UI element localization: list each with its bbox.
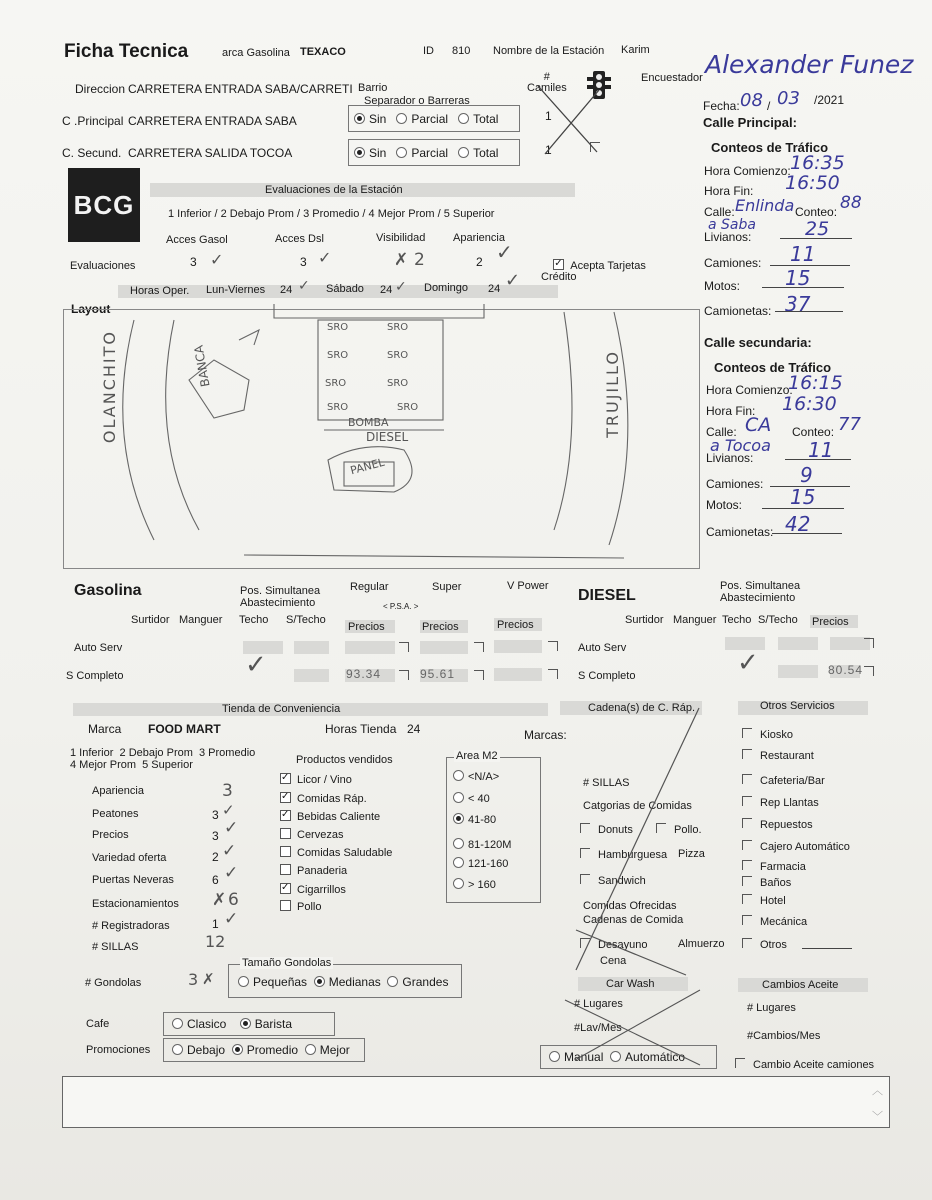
area-option[interactable]: > 160 [453, 878, 496, 891]
sab-value: 24 [380, 284, 393, 296]
pr-camiones-value[interactable]: 11 [790, 242, 816, 266]
servicio-item[interactable]: Otros [742, 938, 787, 951]
productos-label: Productos vendidos [296, 754, 393, 766]
comidas-ofrecidas: Comidas Ofrecidas [583, 900, 677, 912]
sketch-pump-1: SRO [327, 322, 349, 333]
sketch-diesel: DIESEL [366, 430, 409, 444]
sketch-pump-5: SRO [325, 378, 347, 389]
eval-visibilidad-value: 2 [414, 250, 425, 270]
rating-puertas-value: 6 [212, 873, 219, 887]
servicio-item[interactable]: Rep Llantas [742, 796, 819, 809]
sc-fin-value[interactable]: 16:30 [782, 393, 837, 415]
meal-almuerzo: Almuerzo [678, 938, 725, 950]
tienda-title: Tienda de Conveniencia [222, 703, 341, 715]
pr-livianos-value[interactable]: 25 [805, 218, 830, 240]
producto-item[interactable]: Pollo [280, 900, 321, 913]
eval-col-dsl: Acces Dsl [275, 233, 324, 245]
rating-estacionamientos-value: 6 [228, 890, 239, 910]
sc-motos-label: Motos: [706, 498, 743, 512]
rating-puertas-label: Puertas Neveras [92, 874, 174, 886]
rating-apariencia-value: 3 [222, 781, 233, 801]
sc-calle-value[interactable]: CA [745, 414, 772, 436]
lv-value: 24 [280, 284, 293, 296]
sketch-olanchito: OLANCHITO [100, 330, 119, 444]
meal-desayuno[interactable]: Desayuno [580, 938, 648, 951]
rating-estacionamientos-label: Estacionamientos [92, 898, 179, 910]
dom-label: Domingo [424, 282, 469, 294]
rating-variedad-value: 2 [212, 850, 219, 864]
surtidor-label: Surtidor [131, 614, 170, 626]
notes-textarea[interactable] [62, 1076, 890, 1128]
carwash-title: Car Wash [606, 978, 655, 990]
servicio-item[interactable]: Repuestos [742, 818, 813, 831]
pos-sim-diesel: Pos. Simultanea Abastecimiento [720, 580, 801, 604]
sketch-pump-4: SRO [387, 350, 409, 361]
rating-variedad-label: Variedad oferta [92, 852, 167, 864]
lv-label: Lun-Viernes [206, 284, 266, 296]
pr-livianos-label: Livianos: [704, 230, 752, 244]
tienda-marca-value: FOOD MART [148, 722, 221, 736]
pr-livianos-sub: a Saba [708, 217, 756, 233]
fecha-label: Fecha: [703, 99, 740, 113]
super-price: 95.61 [420, 667, 456, 681]
cafe-label: Cafe [86, 1018, 110, 1030]
vpower-full-check[interactable] [548, 669, 558, 679]
sc-comienzo-label: Hora Comienzo: [706, 383, 793, 397]
cadenas-comida: Cadenas de Comida [583, 914, 684, 926]
diesel-surtidor: Surtidor [625, 614, 664, 626]
notes-scroll-down[interactable]: ﹀ [872, 1111, 883, 1123]
diesel-manguer: Manguer [673, 614, 717, 626]
camiles-principal: 1 [545, 109, 552, 123]
sc-camiones-label: Camiones: [706, 477, 764, 491]
area-option[interactable]: < 40 [453, 792, 490, 805]
horas-tienda-label: Horas Tienda [325, 722, 397, 736]
pr-conteo-label: Conteo: [795, 205, 838, 219]
sc-camionetas-label: Camionetas: [706, 525, 774, 539]
c-principal-label: C .Principal [62, 114, 124, 128]
fastfood-crossout-mark [566, 700, 706, 980]
eval-col-apariencia: Apariencia [453, 232, 505, 244]
servicio-item[interactable]: Baños [742, 876, 791, 889]
vpower-auto-check[interactable] [548, 641, 558, 651]
regular-auto-check[interactable] [399, 642, 409, 652]
carwash-lugares: # Lugares [574, 998, 623, 1010]
evaluaciones-row-label: Evaluaciones [70, 260, 136, 272]
marca-label: arca Gasolina [222, 47, 290, 59]
horas-oper-label: Horas Oper. [130, 285, 190, 297]
cambios-title: Cambios Aceite [762, 979, 839, 991]
sc-livianos-value[interactable]: 11 [808, 438, 834, 462]
producto-item[interactable]: ✓Comidas Ráp. [280, 792, 367, 805]
precios-vpower: Precios [497, 619, 534, 631]
survey-sheet: Ficha Tecnica arca Gasolina TEXACO ID 810 Nombre de la Estación Karim # Camiles Encuestador Alexander Funez Direccion CARRETERA ENTRADA SABA/CARRETI Barrio Separador o Barreras C .Principal CARRETERA ENTRADA SABA Sin Parcial Total 1 C. Secund. CARRETERA SALIDA TOCOA Sin Parcial Total 1 Fecha: 08 / 03 /2021 Calle Principal: Conteos de Tráfico Hora Comienzo: 16:35 Hora Fin: 16:50 Calle: Enlinda Conteo: 88 a Saba Livianos: 25 Camiones: 11 Motos: 15 Camionetas: 37 Calle secundaria: Conteos de Tráfico Hora Comienzo: 16:15 Hora Fin: 16:30 Calle: CA Conteo: 77 a Tocoa Livianos: 11 Camiones: 9 Motos: 15 Camionetas: 42 BCG Evaluaciones de la Estación 1 Inferior / 2 Debajo Prom / 3 Promedio / 4 Mejor Prom / 5 Superior Acces Gasol Acces Dsl Visibilidad Apariencia Evaluaciones 3 ✓ 3 ✓ ✗ 2 2 ✓ ✓Acepta Tarjetas Crédito Horas Oper. Lun-Viernes 24 ✓ Sábado 24 ✓ Domingo 24 ✓ Layout OLANCHITO TRUJILLO BANCA SRO SRO SRO SRO SRO SRO SRO SRO BOMBA DIESEL PANEL Gasolina Pos. Simultanea Abastecimiento Regular Super V Power < P.S.A. > Surtidor Manguer Techo S/Techo Precios Precios Precios Auto Serv S Completo ✓ 93.34 95.61 DIESEL Pos. Simultanea Abastecimiento Surtidor Manguer Techo S/Techo Precios Auto Serv S Completo ✓ 80.54 Tienda de Conveniencia Marca FOOD MART Horas Tienda 24 Marcas: 1 Inferior 2 Debajo Prom 3 Promedio 4 Mejor Prom 5 Superior Apariencia 3 Peatones 3 ✓ Precios 3 ✓ Variedad oferta 2 ✓ Puertas Neveras 6 ✓ Estacionamientos ✗ 6 # Registradoras 1 ✓ # SILLAS 12 Productos vendidos Area M2 # Gondolas 3 ✗ Tamaño Gondolas Pequeñas Medianas Grandes Cafe Clasico Barista Promociones Debajo Promedio Mejor Cadena(s) de C. Ráp. # SILLAS Catgorias de Comidas Donuts Pollo. Hamburguesa Pizza Sandwich Comidas Ofrecidas Cadenas de Comida Desayuno Almuerzo Cena Car Wash # Lugares #Lav/Mes Manual Automático Otros Servicios Cambios Aceite # Lugares #Cambios/Mes Cambio Aceite camiones ︿ ﹀ ✓Licor / Vino ✓Comidas Ráp. ✓Bebidas Caliente Cervezas Comidas Saludable Panaderia ✓Cigarrillos Pollo <N/A> < 40 41-80 81-120M 121-160 > 160 Kiosko Restaurant Cafeteria/Bar Rep Llantas Repuestos Cajero Automático Farmacia Baños Hotel Mecánica Otros [0, 0, 932, 1200]
rating-sillas-label: # SILLAS [92, 941, 139, 953]
precios-regular: Precios [348, 621, 385, 633]
marca-value: TEXACO [300, 46, 346, 58]
rating-precios-value: 3 [212, 829, 219, 843]
camiles-secund: 1 [545, 143, 552, 157]
cafe-options[interactable]: Clasico Barista [172, 1017, 292, 1031]
servicio-item[interactable]: Cajero Automático [742, 840, 850, 853]
diesel-techo: Techo [722, 614, 752, 626]
cambios-lugares: # Lugares [747, 1002, 796, 1014]
vpower-label: V Power [507, 580, 549, 592]
sc-calle-label: Calle: [706, 425, 737, 439]
diesel-auto-serv: Auto Serv [578, 642, 627, 654]
super-label: Super [432, 581, 462, 593]
psa-label: < P.S.A. > [383, 602, 419, 611]
conteos-secundaria-title: Conteos de Tráfico [714, 360, 832, 375]
tienda-scale: 1 Inferior 2 Debajo Prom 3 Promedio 4 Mejor Prom 5 Superior [70, 747, 256, 771]
gasolina-title: Gasolina [74, 582, 142, 599]
producto-item[interactable]: ✓Licor / Vino [280, 773, 352, 786]
sc-conteo-label: Conteo: [792, 425, 835, 439]
acepta-tarjetas[interactable]: ✓Acepta Tarjetas Crédito [541, 248, 646, 294]
fecha-year: /2021 [814, 93, 845, 107]
encuestador-label: Encuestador [641, 72, 703, 84]
layout-title: Layout [71, 302, 111, 316]
rating-apariencia-label: Apariencia [92, 785, 144, 797]
diesel-stecho: S/Techo [758, 614, 798, 626]
eval-dsl-value: 3 [300, 255, 307, 269]
manguer-label: Manguer [179, 614, 223, 626]
sketch-pump-7: SRO [327, 402, 349, 413]
regular-price: 93.34 [346, 667, 382, 681]
producto-item[interactable]: Panaderia [280, 864, 347, 877]
separador-secund-options[interactable]: Sin Parcial Total [354, 146, 498, 160]
eval-gasol-value: 3 [190, 255, 197, 269]
horas-tienda-value: 24 [407, 722, 421, 736]
sab-label: Sábado [326, 283, 364, 295]
tamano-label: Tamaño Gondolas [242, 957, 332, 969]
sketch-pump-2: SRO [387, 322, 409, 333]
diesel-price: 80.54 [828, 663, 864, 677]
sketch-pump-3: SRO [327, 350, 349, 361]
gondolas-label: # Gondolas [85, 977, 142, 989]
direccion-label: Direccion [75, 82, 126, 96]
station-name-label: Nombre de la Estación [493, 45, 605, 57]
rating-precios-label: Precios [92, 829, 129, 841]
producto-item[interactable]: ✓Bebidas Caliente [280, 810, 380, 823]
area-option[interactable]: <N/A> [453, 770, 499, 783]
pos-sim-gasolina: Pos. Simultanea Abastecimiento [240, 585, 321, 609]
direccion-value: CARRETERA ENTRADA SABA/CARRETI [128, 82, 353, 96]
evaluaciones-scale: 1 Inferior / 2 Debajo Prom / 3 Promedio / 4 Mejor Prom / 5 Superior [168, 208, 495, 220]
diesel-auto-check[interactable] [864, 638, 874, 648]
pr-fin-value[interactable]: 16:50 [785, 172, 840, 194]
carwash-crossout-mark [560, 980, 710, 1070]
pr-motos-label: Motos: [704, 279, 741, 293]
eval-col-visibilidad: Visibilidad [376, 232, 426, 244]
sc-livianos-sub: a Tocoa [710, 436, 771, 455]
c-principal-value: CARRETERA ENTRADA SABA [128, 114, 297, 128]
area-option[interactable]: 121-160 [453, 857, 508, 870]
calle-principal-title: Calle Principal: [703, 115, 797, 130]
diesel-full-check[interactable] [864, 666, 874, 676]
bcg-logo: BCG [68, 168, 140, 242]
rating-registradoras-value: 1 [212, 917, 219, 931]
dom-value: 24 [488, 283, 501, 295]
fastfood-categorias: Catgorias de Comidas [583, 800, 692, 812]
pr-camionetas-label: Camionetas: [704, 304, 772, 318]
diesel-s-completo: S Completo [578, 670, 636, 682]
tamano-options[interactable]: Pequeñas Medianas Grandes [238, 975, 448, 989]
producto-item[interactable]: Comidas Saludable [280, 846, 392, 859]
producto-item[interactable]: Cervezas [280, 828, 343, 841]
pr-comienzo-value[interactable]: 16:35 [790, 152, 845, 174]
sketch-pump-8: SRO [397, 402, 419, 413]
sc-fin-label: Hora Fin: [706, 404, 756, 418]
servicio-item[interactable]: Kiosko [742, 728, 793, 741]
area-label: Area M2 [456, 750, 498, 762]
sc-conteo-value[interactable]: 77 [838, 414, 861, 435]
cambios-mes: #Cambios/Mes [747, 1030, 821, 1042]
barrio-label: Barrio [358, 82, 388, 94]
servicio-item[interactable]: Mecánica [742, 915, 807, 928]
cat-pollo[interactable]: Pollo. [656, 823, 702, 836]
camiles-label: # Camiles [527, 71, 567, 94]
sketch-banca: BANCA [191, 344, 213, 388]
area-option[interactable]: 81-120M [453, 838, 511, 851]
id-label: ID [423, 45, 434, 57]
eval-apariencia-value: 2 [476, 255, 483, 269]
producto-item[interactable]: ✓Cigarrillos [280, 883, 346, 896]
sc-camionetas-value[interactable]: 42 [785, 512, 811, 536]
cat-sandwich[interactable]: Sandwich [580, 874, 646, 887]
pr-calle-value[interactable]: Enlinda [735, 196, 795, 215]
sc-livianos-label: Livianos: [706, 451, 754, 465]
camiles-crossout-mark [535, 82, 605, 157]
super-auto-check[interactable] [474, 642, 484, 652]
s-completo-label: S Completo [66, 670, 124, 682]
cat-donuts[interactable]: Donuts [580, 823, 633, 836]
sketch-panel: PANEL [348, 455, 386, 478]
precios-super: Precios [422, 621, 459, 633]
cat-pizza: Pizza [678, 848, 705, 860]
gondolas-value: 3 [188, 970, 199, 989]
calle-secundaria-title: Calle secundaria: [704, 335, 812, 350]
carwash-mode[interactable]: Manual Automático [549, 1050, 685, 1064]
pr-comienzo-label: Hora Comienzo: [704, 164, 791, 178]
fecha-day[interactable]: 08 [740, 90, 763, 111]
servicio-item[interactable]: Cafeteria/Bar [742, 774, 825, 787]
techo-label: Techo [239, 614, 269, 626]
carwash-lavmes: #Lav/Mes [574, 1022, 622, 1034]
id-value: 810 [452, 45, 471, 57]
pr-conteo-value[interactable]: 88 [840, 193, 862, 213]
separador-label: Separador o Barreras [364, 95, 470, 107]
stecho-label: S/Techo [286, 614, 326, 626]
pr-camiones-label: Camiones: [704, 256, 762, 270]
rating-peatones-value: 3 [212, 808, 219, 822]
separador-principal-options[interactable]: Sin Parcial Total [354, 112, 498, 126]
sc-comienzo-value[interactable]: 16:15 [788, 372, 843, 394]
area-option[interactable]: 41-80 [453, 813, 496, 826]
regular-full-check[interactable] [399, 670, 409, 680]
regular-label: Regular [350, 581, 389, 593]
fastfood-title: Cadena(s) de C. Ráp. [588, 702, 695, 714]
meal-cena: Cena [600, 955, 627, 967]
servicio-item[interactable]: Farmacia [742, 860, 806, 873]
servicio-item[interactable]: Hotel [742, 894, 786, 907]
pr-motos-value[interactable]: 15 [785, 266, 811, 290]
page-title: Ficha Tecnica [64, 41, 189, 62]
pr-fin-label: Hora Fin: [704, 184, 754, 198]
auto-serv-label: Auto Serv [74, 642, 123, 654]
station-name-value: Karim [621, 44, 650, 56]
c-secund-label: C. Secund. [62, 146, 122, 160]
conteos-principal-title: Conteos de Tráfico [711, 140, 829, 155]
rating-peatones-label: Peatones [92, 808, 139, 820]
tienda-marca-label: Marca [88, 722, 122, 736]
servicios-title: Otros Servicios [760, 700, 835, 712]
precios-diesel: Precios [812, 616, 849, 628]
sketch-pump-6: SRO [387, 378, 409, 389]
evaluaciones-title: Evaluaciones de la Estación [265, 184, 403, 196]
fecha-month[interactable]: 03 [777, 88, 800, 109]
servicio-item[interactable]: Restaurant [742, 749, 814, 762]
encuestador-value[interactable]: Alexander Funez [705, 50, 914, 79]
rating-registradoras-label: # Registradoras [92, 920, 170, 932]
promociones-label: Promociones [86, 1044, 151, 1056]
eval-col-gasol: Acces Gasol [166, 234, 228, 246]
sc-camiones-value[interactable]: 9 [800, 463, 813, 487]
diesel-title: DIESEL [578, 587, 636, 604]
c-secund-value: CARRETERA SALIDA TOCOA [128, 146, 293, 160]
pr-camionetas-value[interactable]: 37 [785, 292, 811, 316]
cambio-aceite-camiones[interactable]: Cambio Aceite camiones [735, 1058, 874, 1071]
super-full-check[interactable] [474, 670, 484, 680]
cat-hamburguesa[interactable]: Hamburguesa [580, 848, 667, 861]
rating-sillas-value: 12 [205, 932, 226, 951]
marcas-label: Marcas: [524, 728, 567, 742]
sketch-bomba: BOMBA [348, 416, 389, 429]
notes-scroll-up[interactable]: ︿ [872, 1085, 883, 1097]
promociones-options[interactable]: Debajo Promedio Mejor [172, 1043, 350, 1057]
sc-motos-value[interactable]: 15 [790, 485, 816, 509]
fastfood-sillas: # SILLAS [583, 777, 630, 789]
pr-calle-label: Calle: [704, 205, 735, 219]
sketch-trujillo: TRUJILLO [603, 350, 622, 438]
